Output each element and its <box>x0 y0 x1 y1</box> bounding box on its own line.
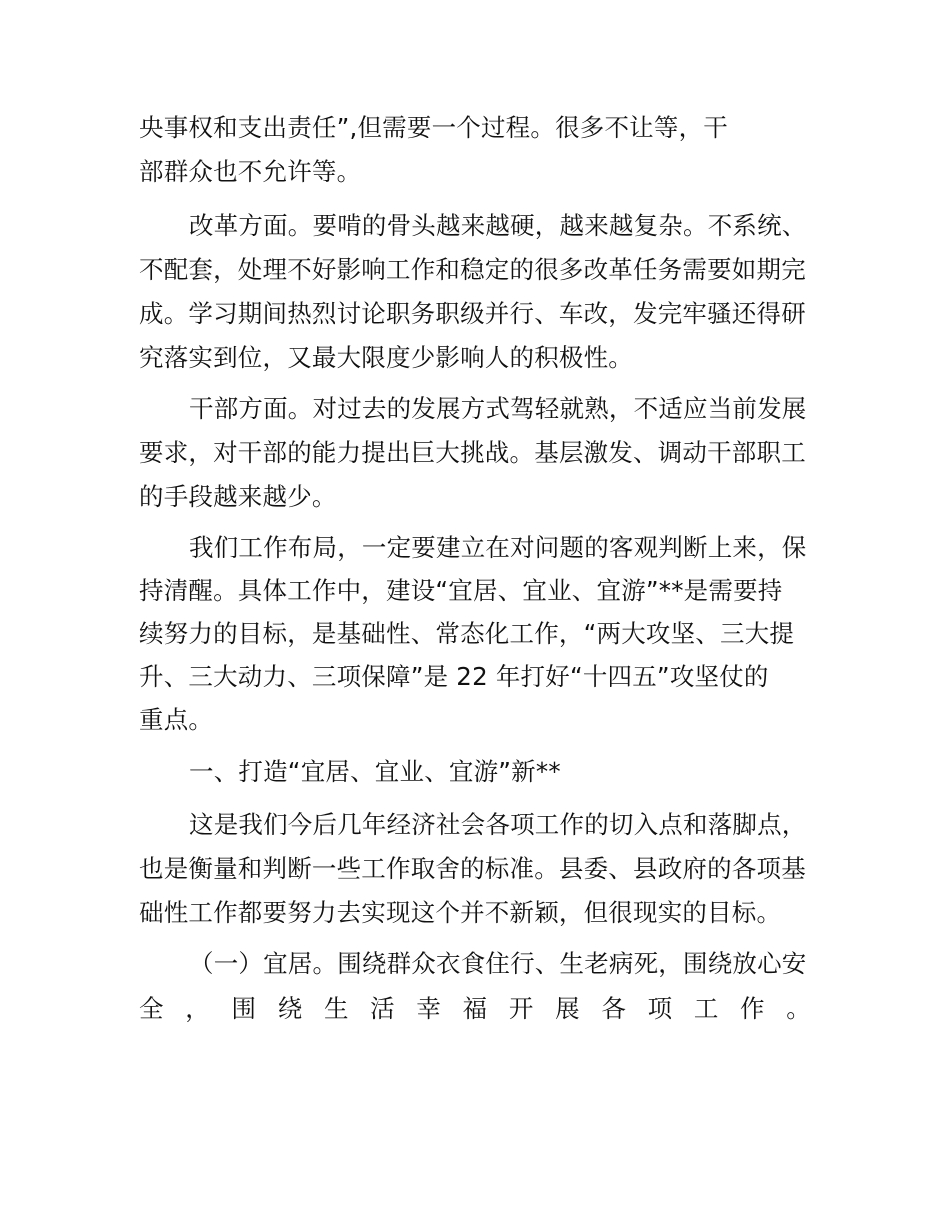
text-line: 央事权和支出责任”,但需要一个过程。很多不让等，干 <box>139 113 728 142</box>
text-character: 展 <box>555 994 580 1023</box>
text-line: 究落实到位，又最大限度少影响人的积极性。 <box>139 343 633 372</box>
text-character: 福 <box>462 994 488 1023</box>
text-line: 部群众也不允许等。 <box>139 157 362 186</box>
text-character: 开 <box>508 994 534 1023</box>
text-line: 持清醒。具体工作中，建设“宜居、宜业、宜游”**是需要持 <box>139 576 783 605</box>
text-character: 绕 <box>277 994 303 1023</box>
text-character: 生 <box>323 994 349 1023</box>
text-line: 干部方面。对过去的发展方式驾轻就熟，不适应当前发展 <box>189 394 807 423</box>
text-character: 。 <box>786 994 811 1023</box>
text-line: 续努力的目标，是基础性、常态化工作，“两大攻坚、三大提 <box>139 619 795 648</box>
text-line: 成。学习期间热烈讨论职务职级并行、车改，发完牢骚还得研 <box>139 299 806 328</box>
text-character: 幸 <box>416 994 442 1023</box>
text-character: 作 <box>740 994 765 1023</box>
text-character: 活 <box>370 994 395 1023</box>
text-character: 各 <box>601 994 627 1023</box>
text-line: 我们工作布局，一定要建立在对问题的客观判断上来，保 <box>189 533 807 562</box>
text-character: 全 <box>139 994 164 1023</box>
section-heading: 一、打造“宜居、宜业、宜游”新** <box>189 757 561 786</box>
text-character: 项 <box>647 994 673 1023</box>
text-line-justified <box>139 993 811 1025</box>
text-character: 围 <box>231 994 257 1023</box>
text-line: （一）宜居。围绕群众衣食住行、生老病死，围绕放心安 <box>189 949 807 978</box>
text-line: 的手段越来越少。 <box>139 482 337 511</box>
text-line: 升、三大动力、三项保障”是 22 年打好“十四五”攻坚仗的 <box>139 662 769 691</box>
text-line: 改革方面。要啃的骨头越来越硬，越来越复杂。不系统、 <box>189 211 807 240</box>
text-character: ， <box>185 994 210 1023</box>
text-line: 础性工作都要努力去实现这个并不新颖，但很现实的目标。 <box>139 898 782 927</box>
text-line: 要求，对干部的能力提出巨大挑战。基层激发、调动干部职工 <box>139 438 806 467</box>
text-line: 重点。 <box>139 705 214 734</box>
text-line: 也是衡量和判断一些工作取舍的标准。县委、县政府的各项基 <box>139 854 806 883</box>
text-character: 工 <box>693 994 719 1023</box>
text-line: 不配套，处理不好影响工作和稳定的很多改革任务需要如期完 <box>139 255 806 284</box>
text-line: 这是我们今后几年经济社会各项工作的切入点和落脚点， <box>189 810 807 839</box>
